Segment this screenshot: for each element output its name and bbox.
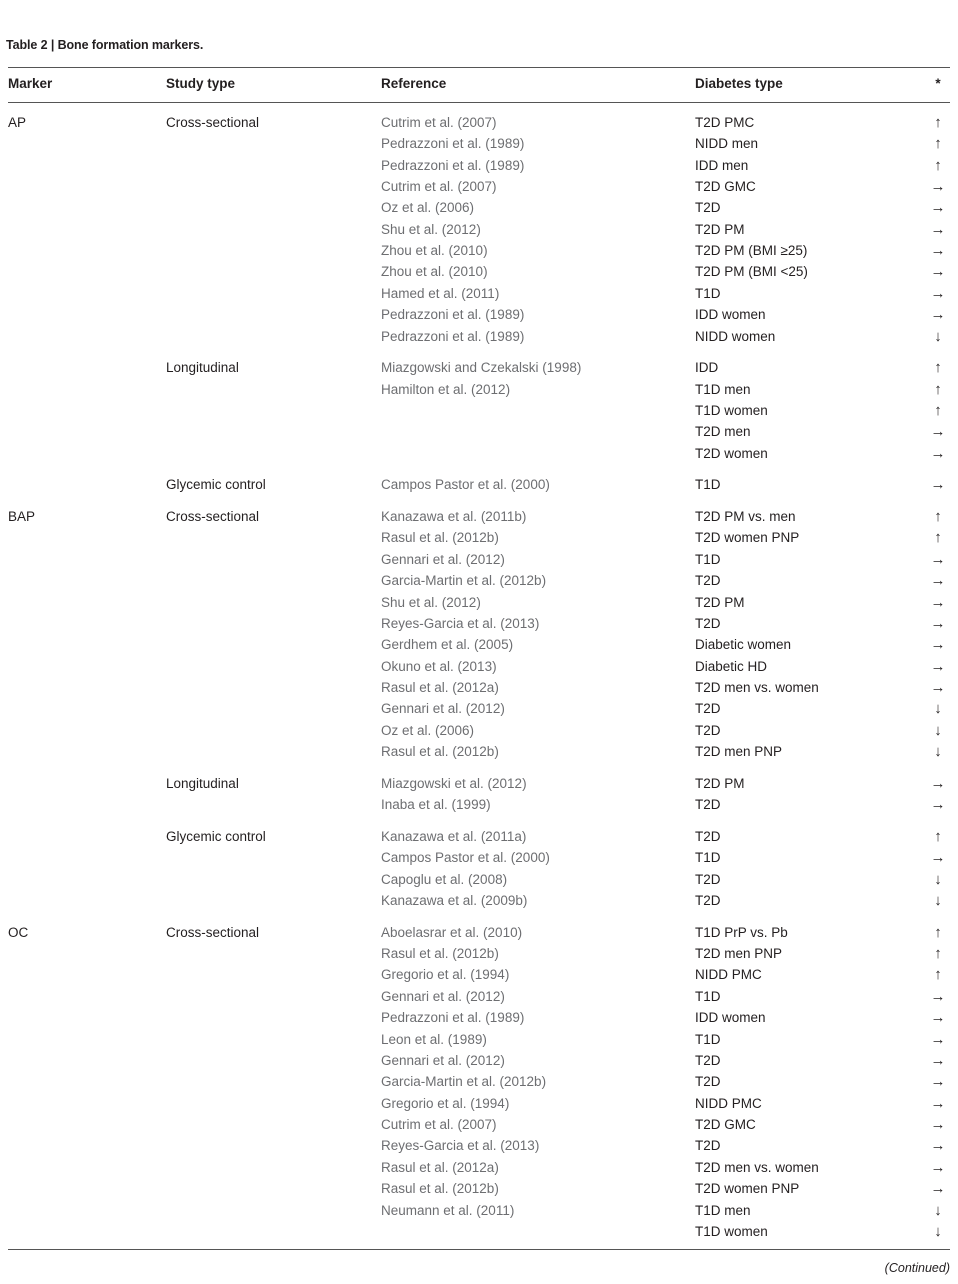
cell-reference: Gennari et al. (2012) xyxy=(381,552,505,567)
cell-diabetes-type: T2D GMC xyxy=(695,1117,756,1132)
cell-reference: Oz et al. (2006) xyxy=(381,200,475,215)
cell-reference: Rasul et al. (2012a) xyxy=(381,680,499,695)
cell-effect-arrow: ↑ xyxy=(934,508,942,525)
table-row xyxy=(0,445,958,463)
cell-effect-arrow: ↓ xyxy=(934,871,942,888)
table-row xyxy=(0,722,958,740)
cell-effect-arrow: → xyxy=(930,263,946,280)
cell-diabetes-type: T2D women PNP xyxy=(695,530,800,545)
cell-effect-arrow: → xyxy=(930,615,946,632)
cell-reference: Pedrazzoni et al. (1989) xyxy=(381,1010,525,1025)
cell-effect-arrow: → xyxy=(930,1073,946,1090)
cell-effect-arrow: → xyxy=(930,445,946,462)
table-row xyxy=(0,775,958,793)
cell-diabetes-type: T2D PM xyxy=(695,222,745,237)
cell-diabetes-type: T2D xyxy=(695,797,721,812)
cell-reference: Reyes-Garcia et al. (2013) xyxy=(381,1138,540,1153)
cell-effect-arrow: → xyxy=(930,1180,946,1197)
table-header-rule xyxy=(8,102,950,103)
cell-reference: Aboelasrar et al. (2010) xyxy=(381,925,523,940)
cell-effect-arrow: → xyxy=(930,796,946,813)
table-row xyxy=(0,1009,958,1027)
cell-effect-arrow: → xyxy=(930,1031,946,1048)
table-row xyxy=(0,1159,958,1177)
cell-reference: Rasul et al. (2012b) xyxy=(381,1181,499,1196)
cell-effect-arrow: ↓ xyxy=(934,328,942,345)
cell-diabetes-type: IDD women xyxy=(695,1010,766,1025)
cell-diabetes-type: IDD xyxy=(695,360,719,375)
cell-diabetes-type: NIDD men xyxy=(695,136,759,151)
cell-diabetes-type: Diabetic HD xyxy=(695,659,768,674)
table-row xyxy=(0,871,958,889)
cell-effect-arrow: ↑ xyxy=(934,381,942,398)
cell-reference: Capoglu et al. (2008) xyxy=(381,872,508,887)
cell-study-type: Cross-sectional xyxy=(166,509,260,524)
table-row xyxy=(0,157,958,175)
table-bottom-rule xyxy=(8,1249,950,1250)
cell-effect-arrow: ↑ xyxy=(934,402,942,419)
cell-diabetes-type: T2D men PNP xyxy=(695,946,783,961)
cell-diabetes-type: T2D xyxy=(695,701,721,716)
cell-diabetes-type: T1D men xyxy=(695,1203,751,1218)
cell-reference: Rasul et al. (2012b) xyxy=(381,530,499,545)
cell-diabetes-type: T2D xyxy=(695,200,721,215)
cell-diabetes-type: T2D PM (BMI ≥25) xyxy=(695,243,808,258)
cell-reference: Pedrazzoni et al. (1989) xyxy=(381,158,525,173)
cell-diabetes-type: T2D men vs. women xyxy=(695,680,819,695)
cell-effect-arrow: ↑ xyxy=(934,359,942,376)
cell-reference: Pedrazzoni et al. (1989) xyxy=(381,329,525,344)
table-row xyxy=(0,1137,958,1155)
cell-reference: Cutrim et al. (2007) xyxy=(381,179,497,194)
cell-study-type: Glycemic control xyxy=(166,477,266,492)
table-row xyxy=(0,679,958,697)
cell-effect-arrow: → xyxy=(930,1009,946,1026)
cell-diabetes-type: T1D women xyxy=(695,403,768,418)
cell-reference: Campos Pastor et al. (2000) xyxy=(381,850,550,865)
cell-effect-arrow: ↓ xyxy=(934,892,942,909)
cell-reference: Inaba et al. (1999) xyxy=(381,797,491,812)
cell-diabetes-type: NIDD PMC xyxy=(695,967,762,982)
cell-reference: Miazgowski and Czekalski (1998) xyxy=(381,360,582,375)
cell-diabetes-type: T2D xyxy=(695,872,721,887)
table-row xyxy=(0,529,958,547)
table-row xyxy=(0,1180,958,1198)
cell-effect-arrow: ↓ xyxy=(934,722,942,739)
table-header xyxy=(0,76,958,94)
cell-effect-arrow: ↓ xyxy=(934,743,942,760)
cell-reference: Shu et al. (2012) xyxy=(381,595,481,610)
cell-study-type: Cross-sectional xyxy=(166,925,260,940)
cell-reference: Cutrim et al. (2007) xyxy=(381,1117,497,1132)
cell-effect-arrow: → xyxy=(930,594,946,611)
cell-diabetes-type: T2D GMC xyxy=(695,179,756,194)
cell-effect-arrow: → xyxy=(930,551,946,568)
cell-diabetes-type: T2D women xyxy=(695,446,768,461)
cell-marker: AP xyxy=(8,115,27,130)
cell-diabetes-type: T1D women xyxy=(695,1224,768,1239)
table-row xyxy=(0,221,958,239)
cell-reference: Gennari et al. (2012) xyxy=(381,989,505,1004)
table-row xyxy=(0,796,958,814)
cell-reference: Gregorio et al. (1994) xyxy=(381,1096,510,1111)
table-row xyxy=(0,306,958,324)
cell-effect-arrow: → xyxy=(930,221,946,238)
table-row xyxy=(0,328,958,346)
cell-diabetes-type: T2D xyxy=(695,829,721,844)
table-row xyxy=(0,849,958,867)
cell-reference: Oz et al. (2006) xyxy=(381,723,475,738)
cell-reference: Garcia-Martin et al. (2012b) xyxy=(381,573,547,588)
table-row xyxy=(0,700,958,718)
cell-effect-arrow: → xyxy=(930,242,946,259)
header-marker: Marker xyxy=(8,76,53,91)
table-row xyxy=(0,263,958,281)
table-row xyxy=(0,924,958,942)
cell-diabetes-type: T2D xyxy=(695,1138,721,1153)
table-row xyxy=(0,892,958,910)
cell-effect-arrow: → xyxy=(930,679,946,696)
cell-effect-arrow: → xyxy=(930,1137,946,1154)
cell-reference: Gerdhem et al. (2005) xyxy=(381,637,514,652)
cell-diabetes-type: T1D xyxy=(695,286,721,301)
cell-reference: Zhou et al. (2010) xyxy=(381,264,488,279)
cell-diabetes-type: NIDD women xyxy=(695,329,776,344)
table-row xyxy=(0,945,958,963)
header-study-type: Study type xyxy=(166,76,236,91)
continued-note: (Continued) xyxy=(884,1261,950,1275)
cell-reference: Rasul et al. (2012b) xyxy=(381,744,499,759)
cell-effect-arrow: ↓ xyxy=(934,1202,942,1219)
cell-diabetes-type: T1D men xyxy=(695,382,751,397)
header-reference: Reference xyxy=(381,76,447,91)
cell-marker: OC xyxy=(8,925,29,940)
cell-effect-arrow: → xyxy=(930,849,946,866)
cell-diabetes-type: T2D xyxy=(695,1074,721,1089)
table-row xyxy=(0,178,958,196)
cell-reference: Gennari et al. (2012) xyxy=(381,701,505,716)
cell-effect-arrow: → xyxy=(930,572,946,589)
cell-diabetes-type: T2D PM (BMI <25) xyxy=(695,264,808,279)
table-row xyxy=(0,636,958,654)
table-row xyxy=(0,615,958,633)
cell-effect-arrow: ↑ xyxy=(934,924,942,941)
table-row xyxy=(0,658,958,676)
table-row xyxy=(0,1052,958,1070)
cell-effect-arrow: → xyxy=(930,178,946,195)
cell-reference: Neumann et al. (2011) xyxy=(381,1203,515,1218)
table-row xyxy=(0,551,958,569)
cell-reference: Cutrim et al. (2007) xyxy=(381,115,497,130)
cell-reference: Hamed et al. (2011) xyxy=(381,286,500,301)
table-row xyxy=(0,508,958,526)
cell-study-type: Glycemic control xyxy=(166,829,266,844)
cell-study-type: Longitudinal xyxy=(166,360,239,375)
table-row xyxy=(0,135,958,153)
table-row xyxy=(0,114,958,132)
cell-effect-arrow: → xyxy=(930,988,946,1005)
cell-reference: Reyes-Garcia et al. (2013) xyxy=(381,616,540,631)
cell-diabetes-type: T2D PM xyxy=(695,776,745,791)
table-caption: Table 2 | Bone formation markers. xyxy=(6,38,204,52)
header-diabetes-type: Diabetes type xyxy=(695,76,783,91)
table-row xyxy=(0,285,958,303)
cell-effect-arrow: ↑ xyxy=(934,157,942,174)
cell-effect-arrow: → xyxy=(930,1095,946,1112)
cell-diabetes-type: T2D xyxy=(695,893,721,908)
cell-diabetes-type: T2D xyxy=(695,1053,721,1068)
table-row xyxy=(0,359,958,377)
cell-effect-arrow: → xyxy=(930,1052,946,1069)
table-row xyxy=(0,828,958,846)
table-row xyxy=(0,381,958,399)
table-row xyxy=(0,1073,958,1091)
cell-diabetes-type: T2D PM vs. men xyxy=(695,509,796,524)
cell-diabetes-type: T1D xyxy=(695,850,721,865)
cell-effect-arrow: ↓ xyxy=(934,700,942,717)
table-row xyxy=(0,423,958,441)
cell-diabetes-type: T2D xyxy=(695,573,721,588)
table-row xyxy=(0,1202,958,1220)
cell-reference: Gregorio et al. (1994) xyxy=(381,967,510,982)
cell-reference: Garcia-Martin et al. (2012b) xyxy=(381,1074,547,1089)
table-row xyxy=(0,743,958,761)
cell-effect-arrow: ↑ xyxy=(934,966,942,983)
cell-effect-arrow: → xyxy=(930,423,946,440)
cell-effect-arrow: ↓ xyxy=(934,1223,942,1240)
cell-effect-arrow: → xyxy=(930,636,946,653)
cell-study-type: Cross-sectional xyxy=(166,115,260,130)
table-row xyxy=(0,1116,958,1134)
cell-reference: Rasul et al. (2012b) xyxy=(381,946,499,961)
table-row xyxy=(0,402,958,420)
cell-reference: Miazgowski et al. (2012) xyxy=(381,776,527,791)
cell-diabetes-type: T2D PMC xyxy=(695,115,755,130)
cell-effect-arrow: → xyxy=(930,199,946,216)
cell-reference: Kanazawa et al. (2011b) xyxy=(381,509,527,524)
cell-reference: Kanazawa et al. (2009b) xyxy=(381,893,528,908)
table-row xyxy=(0,594,958,612)
cell-effect-arrow: → xyxy=(930,476,946,493)
cell-diabetes-type: T1D xyxy=(695,552,721,567)
cell-diabetes-type: IDD women xyxy=(695,307,766,322)
table-row xyxy=(0,242,958,260)
cell-diabetes-type: T1D xyxy=(695,989,721,1004)
cell-diabetes-type: IDD men xyxy=(695,158,749,173)
cell-effect-arrow: → xyxy=(930,775,946,792)
cell-reference: Leon et al. (1989) xyxy=(381,1032,487,1047)
cell-effect-arrow: ↑ xyxy=(934,945,942,962)
cell-reference: Kanazawa et al. (2011a) xyxy=(381,829,527,844)
cell-reference: Rasul et al. (2012a) xyxy=(381,1160,499,1175)
table-row xyxy=(0,199,958,217)
cell-reference: Pedrazzoni et al. (1989) xyxy=(381,136,525,151)
table-row xyxy=(0,988,958,1006)
cell-reference: Shu et al. (2012) xyxy=(381,222,481,237)
cell-diabetes-type: T2D men vs. women xyxy=(695,1160,819,1175)
table-row xyxy=(0,966,958,984)
cell-diabetes-type: T1D xyxy=(695,1032,721,1047)
cell-diabetes-type: T2D women PNP xyxy=(695,1181,800,1196)
cell-effect-arrow: → xyxy=(930,1159,946,1176)
cell-effect-arrow: → xyxy=(930,285,946,302)
table-row xyxy=(0,476,958,494)
cell-diabetes-type: T2D PM xyxy=(695,595,745,610)
cell-diabetes-type: T2D xyxy=(695,723,721,738)
cell-diabetes-type: T1D PrP vs. Pb xyxy=(695,925,788,940)
cell-effect-arrow: → xyxy=(930,1116,946,1133)
cell-diabetes-type: T2D xyxy=(695,616,721,631)
table-row xyxy=(0,572,958,590)
cell-reference: Pedrazzoni et al. (1989) xyxy=(381,307,525,322)
cell-marker: BAP xyxy=(8,509,36,524)
table-row xyxy=(0,1031,958,1049)
cell-diabetes-type: Diabetic women xyxy=(695,637,792,652)
cell-study-type: Longitudinal xyxy=(166,776,239,791)
cell-diabetes-type: T1D xyxy=(695,477,721,492)
cell-diabetes-type: NIDD PMC xyxy=(695,1096,762,1111)
cell-diabetes-type: T2D men PNP xyxy=(695,744,783,759)
table-row xyxy=(0,1095,958,1113)
cell-reference: Gennari et al. (2012) xyxy=(381,1053,505,1068)
cell-reference: Okuno et al. (2013) xyxy=(381,659,497,674)
cell-effect-arrow: → xyxy=(930,306,946,323)
cell-effect-arrow: ↑ xyxy=(934,135,942,152)
cell-effect-arrow: ↑ xyxy=(934,529,942,546)
cell-reference: Campos Pastor et al. (2000) xyxy=(381,477,550,492)
cell-effect-arrow: ↑ xyxy=(934,828,942,845)
cell-effect-arrow: → xyxy=(930,658,946,675)
header-effect: * xyxy=(935,76,941,91)
cell-reference: Hamilton et al. (2012) xyxy=(381,382,511,397)
table-row xyxy=(0,1223,958,1241)
cell-effect-arrow: ↑ xyxy=(934,114,942,131)
table-top-rule xyxy=(8,67,950,68)
cell-reference: Zhou et al. (2010) xyxy=(381,243,488,258)
cell-diabetes-type: T2D men xyxy=(695,424,751,439)
